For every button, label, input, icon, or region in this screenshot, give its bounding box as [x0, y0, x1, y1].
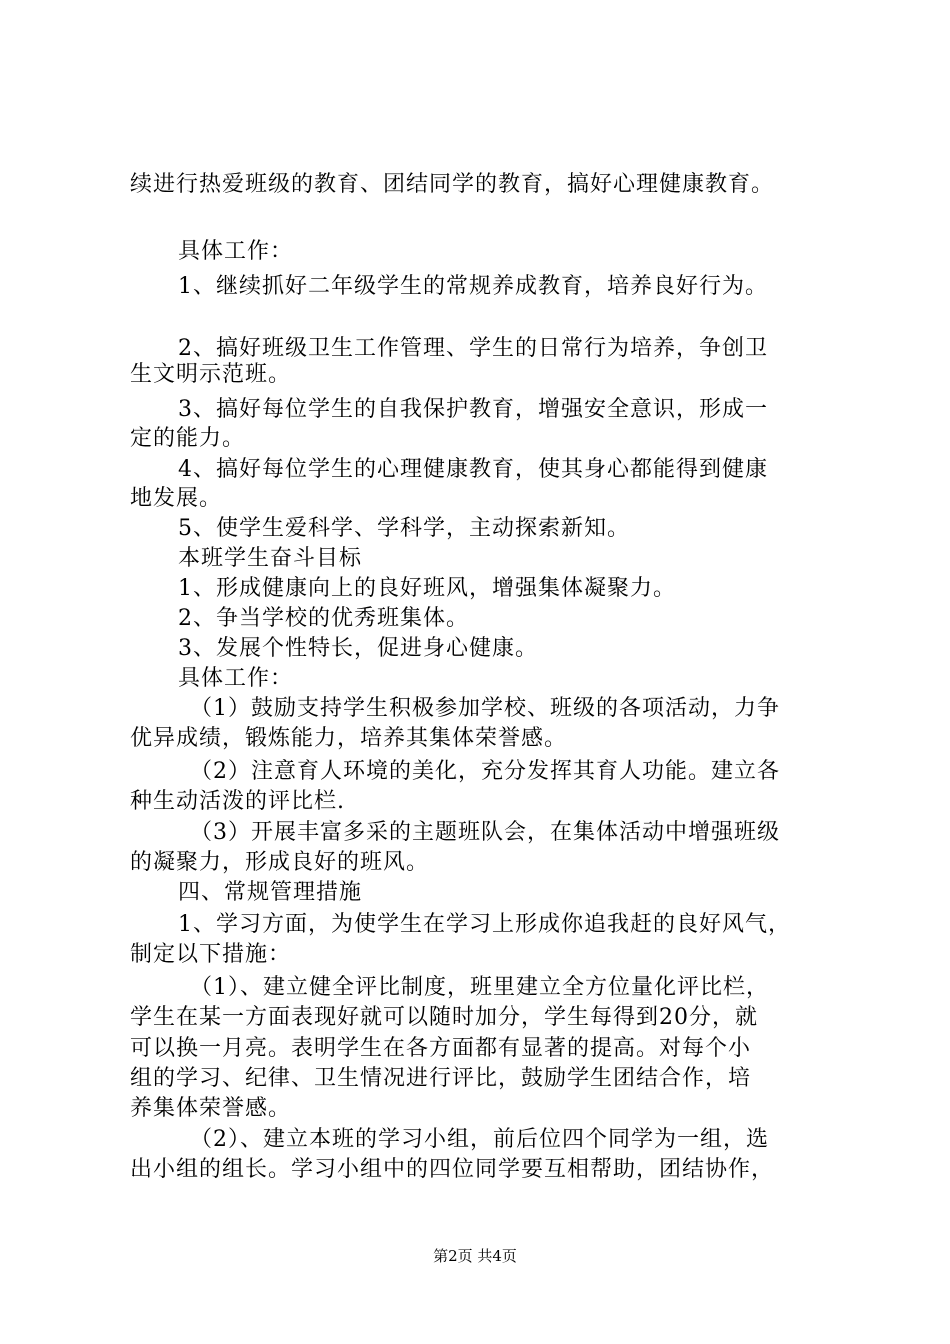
text-line: 定的能力。 — [130, 426, 246, 451]
text-line: 优异成绩，锻炼能力，培养其集体荣誉感。 — [130, 726, 568, 751]
text-line: 1、继续抓好二年级学生的常规养成教育，培养良好行为。 — [178, 274, 768, 299]
text-line: 的凝聚力，形成良好的班风。 — [130, 850, 430, 875]
text-line: （1）鼓励支持学生积极参加学校、班级的各项活动，力争 — [190, 696, 780, 721]
text-line: 种生动活泼的评比栏. — [130, 789, 345, 814]
page-number-footer: 第2页 共4页 — [433, 1247, 517, 1265]
text-line: 生文明示范班。 — [130, 362, 292, 387]
text-line: 具体工作： — [178, 239, 294, 264]
text-line: 4、搞好每位学生的心理健康教育，使其身心都能得到健康 — [178, 457, 768, 482]
text-line: 出小组的组长。学习小组中的四位同学要互相帮助，团结协作， — [130, 1157, 775, 1182]
text-line: 1、形成健康向上的良好班风，增强集体凝聚力。 — [178, 576, 676, 601]
text-line: 5、使学生爱科学、学科学，主动探索新知。 — [178, 516, 630, 541]
text-line: （1）、建立健全评比制度，班里建立全方位量化评比栏， — [190, 975, 769, 1000]
text-line: （2）注意育人环境的美化，充分发挥其育人功能。建立各 — [190, 759, 780, 784]
text-line: （3）开展丰富多采的主题班队会，在集体活动中增强班级 — [190, 820, 780, 845]
text-line: 养集体荣誉感。 — [130, 1096, 292, 1121]
text-line: 2、搞好班级卫生工作管理、学生的日常行为培养，争创卫 — [178, 336, 768, 361]
text-line: 地发展。 — [130, 486, 223, 511]
text-line: 1、学习方面，为使学生在学习上形成你追我赶的良好风气， — [178, 912, 791, 937]
text-line: 2、争当学校的优秀班集体。 — [178, 606, 469, 631]
text-line: 可以换一月亮。表明学生在各方面都有显著的提高。对每个小 — [130, 1036, 752, 1061]
text-line: 制定以下措施： — [130, 942, 292, 967]
text-line: 学生在某一方面表现好就可以随时加分，学生每得到20分，就 — [130, 1005, 758, 1030]
section-heading: 具体工作： — [178, 666, 294, 691]
text-line: 组的学习、纪律、卫生情况进行评比，鼓励学生团结合作，培 — [130, 1066, 752, 1091]
text-line: （2）、建立本班的学习小组，前后位四个同学为一组，选 — [190, 1127, 769, 1152]
text-line: 3、搞好每位学生的自我保护教育，增强安全意识，形成一 — [178, 397, 768, 422]
text-line: 续进行热爱班级的教育、团结同学的教育，搞好心理健康教育。 — [130, 172, 775, 197]
section-heading: 四、常规管理措施 — [178, 880, 363, 905]
section-heading: 本班学生奋斗目标 — [178, 546, 363, 571]
text-line: 3、发展个性特长，促进身心健康。 — [178, 636, 538, 661]
